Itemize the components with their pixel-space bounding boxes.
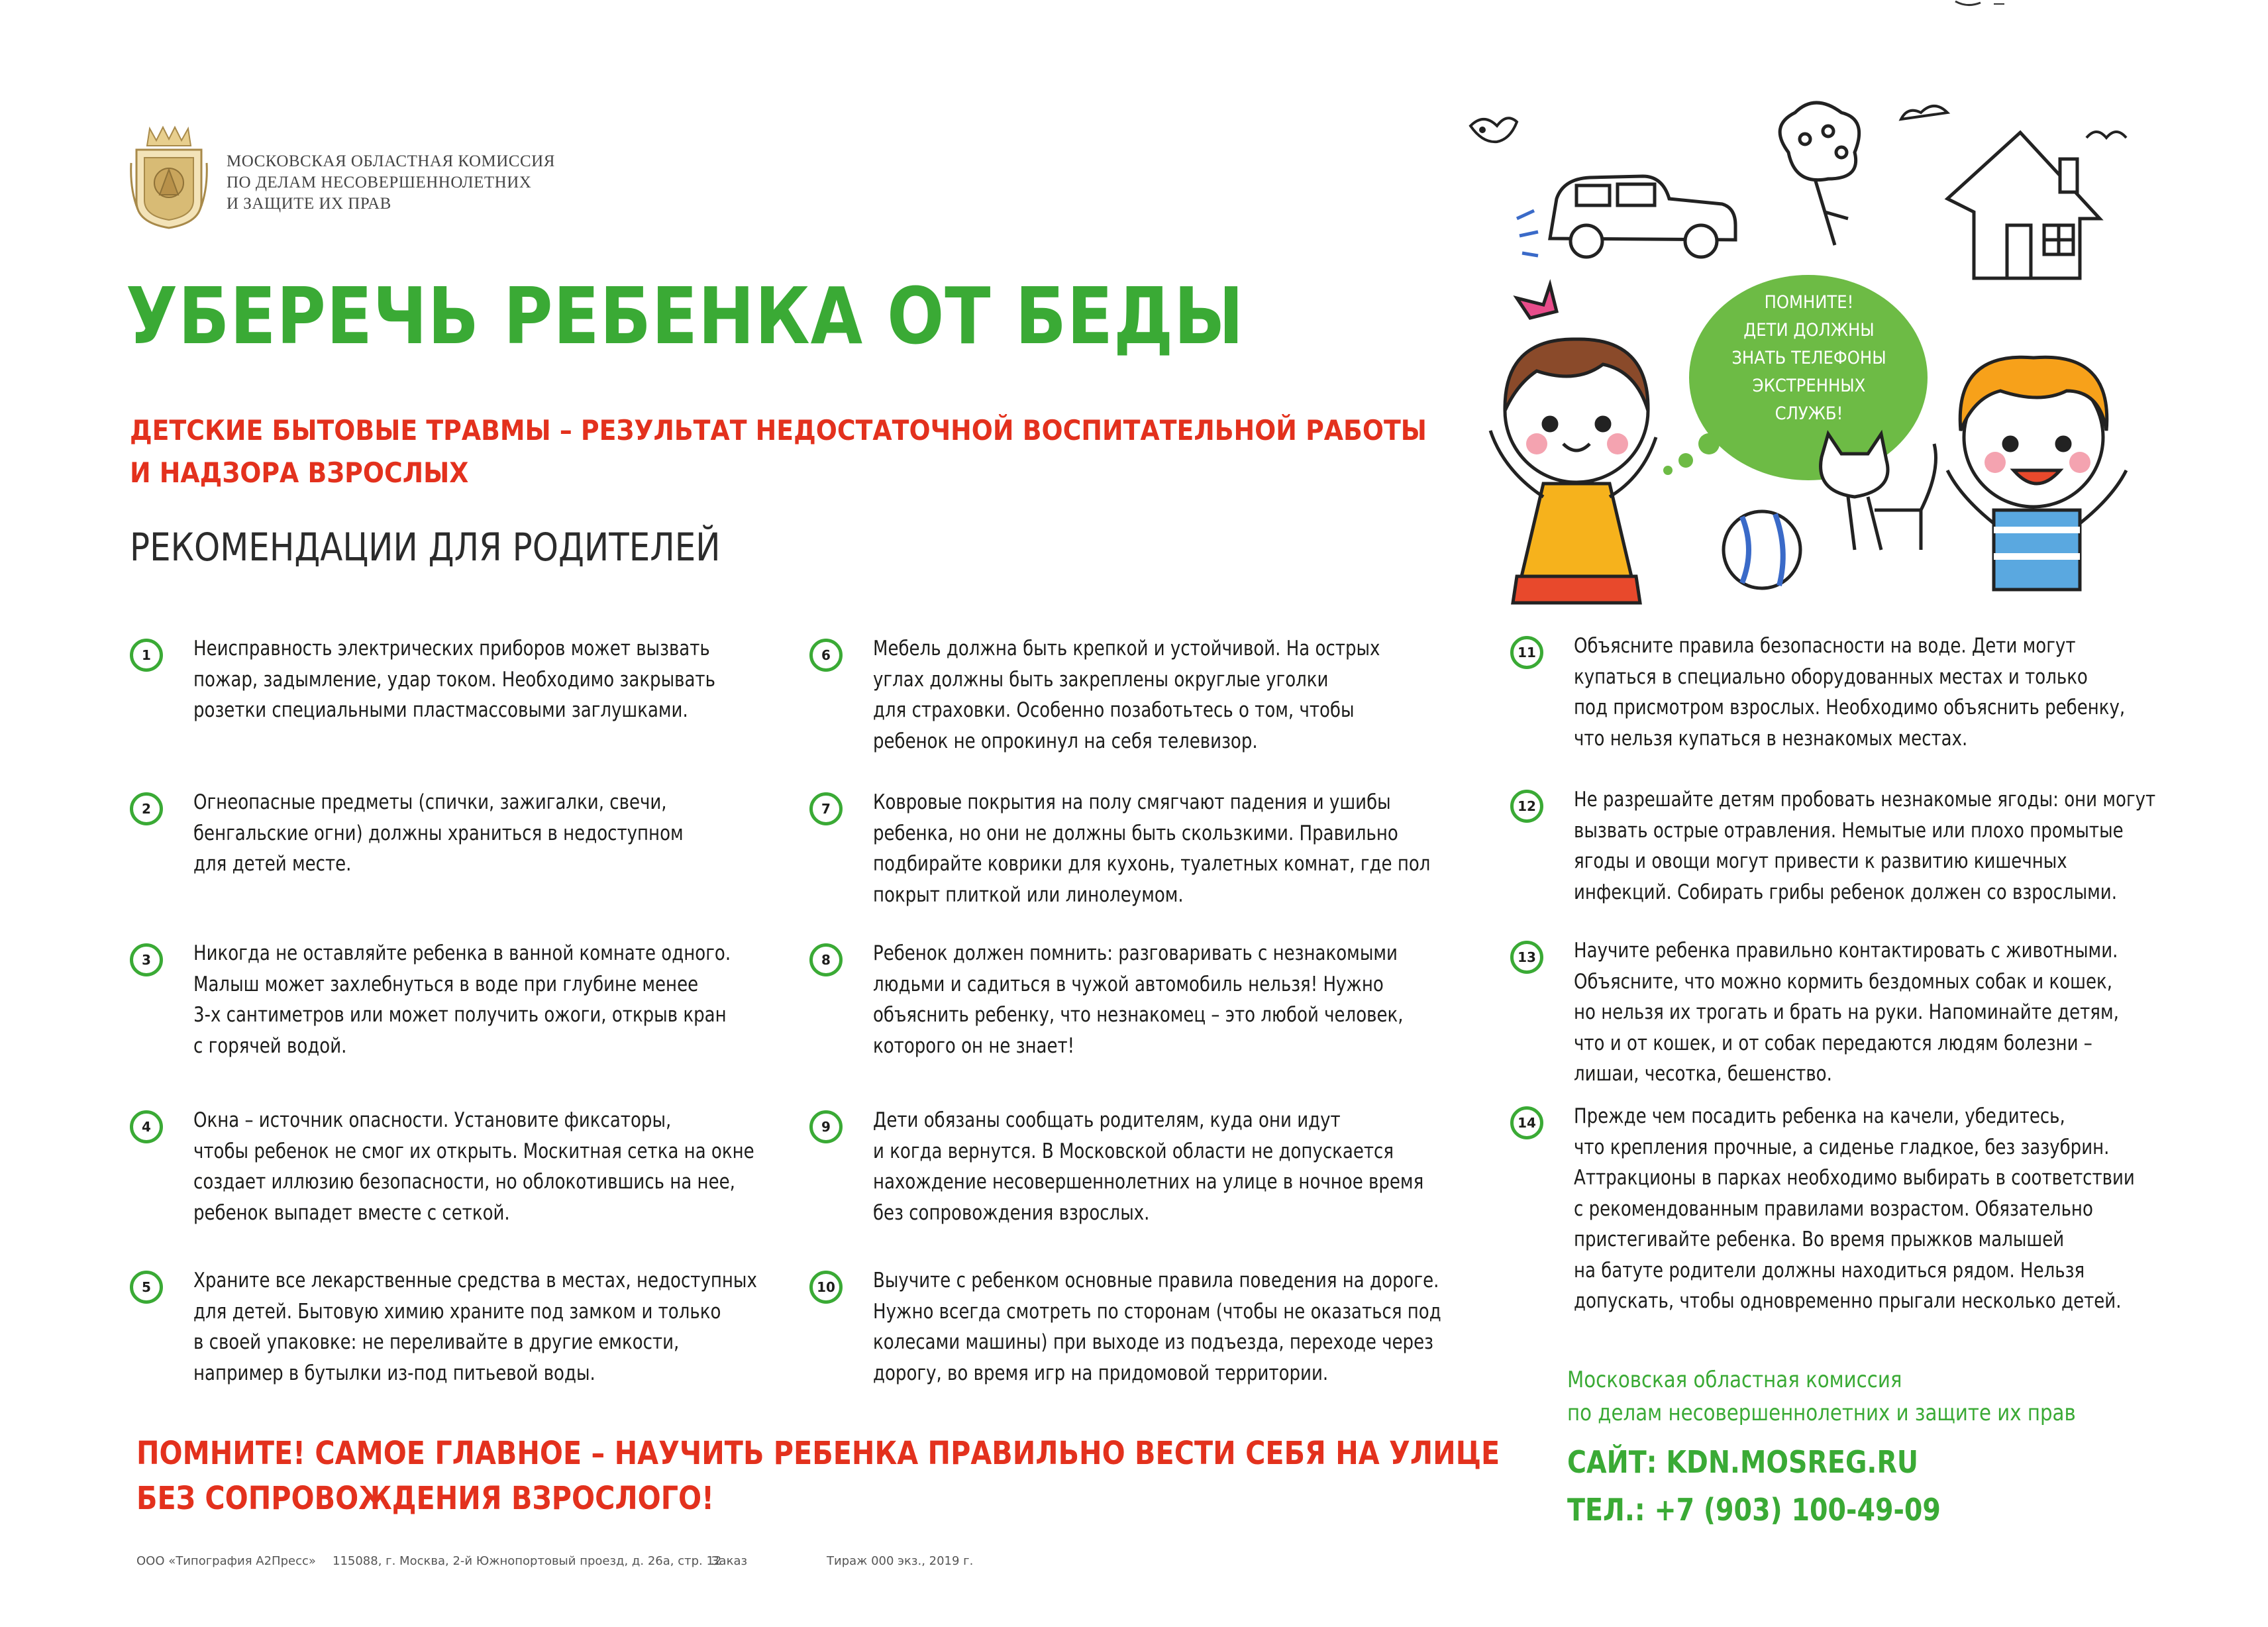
item-text-line: пристегивайте ребенка. Во время прыжков малышей	[1574, 1228, 2065, 1251]
item-text-line: вызвать острые отравления. Немытые или плохо промытые	[1574, 818, 2124, 843]
item-text-line: Храните все лекарственные средства в местах, недоступных	[193, 1269, 757, 1292]
item-text-line: Огнеопасные предметы (спички, зажигалки, свечи,	[193, 790, 667, 814]
item-number-badge: 11	[1510, 636, 1543, 669]
item-text-line: бенгальские огни) должны храниться в недоступном	[193, 821, 684, 845]
item-text-line: Ковровые покрытия на полу смягчают падения и ушибы	[873, 790, 1391, 814]
item-text-line: для страховки. Особенно позаботьтесь о том, чтобы	[873, 698, 1355, 722]
girl-icon	[1490, 285, 1656, 603]
item-text-line: Дети обязаны сообщать родителям, куда они идут	[873, 1108, 1341, 1132]
website-link[interactable]: САЙТ: KDN.MOSREG.RU	[1567, 1444, 1919, 1480]
org-name-line-1: МОСКОВСКАЯ ОБЛАСТНАЯ КОМИССИЯ	[227, 152, 555, 170]
item-text-line: которого он не знает!	[873, 1033, 1075, 1058]
item-text-line: в своей упаковке: не переливайте в другие емкости,	[193, 1330, 680, 1354]
item-text-line: с горячей водой.	[193, 1033, 347, 1058]
item-text-line: Объясните правила безопасности на воде. Дети могут	[1574, 634, 2076, 658]
item-text-line: на батуте родители должны находиться рядом. Нельзя	[1574, 1258, 2085, 1283]
car-icon	[1550, 176, 1735, 257]
item-text-line: дорогу, во время игр на придомовой территории.	[873, 1361, 1329, 1385]
item-text-line: Окна – источник опасности. Установите фиксаторы,	[193, 1108, 672, 1132]
contact-block	[1567, 1363, 2159, 1528]
item-number-badge: 9	[809, 1110, 843, 1143]
item-text-line: допускать, чтобы одновременно прыгали несколько детей.	[1574, 1289, 2122, 1313]
org-name-line-3: И ЗАЩИТЕ ИХ ПРАВ	[227, 195, 391, 213]
item-text-line: Научите ребенка правильно контактировать с животными.	[1574, 939, 2118, 963]
bubble-line: ЭКСТРЕННЫХ	[1752, 376, 1866, 396]
item-text-line: людьми и садиться в чужой автомобиль нельзя! Нужно	[873, 972, 1384, 996]
item-text-line: розетки специальными пластмассовыми заглушками.	[193, 698, 688, 722]
item-text-line: что нельзя купаться в незнакомых местах.	[1574, 726, 1968, 751]
item-text-line: Малыш может захлебнуться в воде при глубине менее	[193, 972, 699, 996]
item-number-badge: 3	[130, 943, 163, 976]
remember-callout	[136, 1431, 1500, 1521]
subtitle-line-1: ДЕТСКИЕ БЫТОВЫЕ ТРАВМЫ – РЕЗУЛЬТАТ НЕДОСТАТОЧНОЙ ВОСПИТАТЕЛЬНОЙ РАБОТЫ	[130, 414, 1427, 446]
ball-icon	[1724, 511, 1800, 588]
item-text-line: Объясните, что можно кормить бездомных собак и кошек,	[1574, 969, 2112, 994]
item-text-line: покрыт плиткой или линолеумом.	[873, 882, 1184, 907]
item-text-line: с рекомендованным правилами возрастом. Обязательно	[1574, 1196, 2093, 1221]
item-text-line: Не разрешайте детям пробовать незнакомые ягоды: они могут	[1574, 788, 2156, 812]
item-text-line: и когда вернутся. В Московской области не допускается	[873, 1139, 1394, 1163]
bubble-text	[1711, 289, 1908, 428]
item-number-badge: 12	[1510, 790, 1543, 823]
imprint-printer: ООО «Типография А2Пресс»	[136, 1554, 316, 1568]
item-text-line: например в бутылки из-под питьевой воды.	[193, 1361, 595, 1385]
item-text-line: ребенок выпадет вместе с сеткой.	[193, 1200, 510, 1225]
item-number-badge: 10	[809, 1271, 843, 1304]
item-text-line: объяснить ребенку, что незнакомец – это любой человек,	[873, 1003, 1404, 1027]
item-text-line: подбирайте коврики для кухонь, туалетных комнат, где пол	[873, 852, 1431, 876]
gull-icon	[2087, 132, 2126, 138]
bubble-line: ЗНАТЬ ТЕЛЕФОНЫ	[1731, 348, 1886, 368]
crop-mark	[1954, 0, 2007, 9]
item-number-badge: 6	[809, 639, 843, 672]
house-icon	[1947, 132, 2100, 278]
item-number-badge: 14	[1510, 1106, 1543, 1139]
coat-of-arms-icon	[130, 123, 208, 229]
item-text-line: что крепления прочные, а сиденье гладкое, без зазубрин.	[1574, 1135, 2110, 1159]
item-text-line: ягоды и овощи могут привести к развитию кишечных	[1574, 849, 2067, 873]
item-number-badge: 1	[130, 639, 163, 672]
item-text-line: пожар, задымление, удар током. Необходимо закрывать	[193, 667, 715, 692]
item-text-line: 3-х сантиметров или может получить ожоги, открыв кран	[193, 1003, 727, 1027]
cat-icon	[1821, 434, 1936, 550]
bubble-line: ПОМНИТЕ!	[1764, 292, 1854, 313]
item-number-badge: 8	[809, 943, 843, 976]
cloud-icon	[1901, 106, 1947, 119]
remember-line-1: ПОМНИТЕ! САМОЕ ГЛАВНОЕ – НАУЧИТЬ РЕБЕНКА ПРАВИЛЬНО ВЕСТИ СЕБЯ НА УЛИЦЕ	[136, 1435, 1500, 1472]
org-name-line-2: ПО ДЕЛАМ НЕСОВЕРШЕННОЛЕТНИХ	[227, 174, 532, 191]
item-text-line: Аттракционы в парках необходимо выбирать в соответствии	[1574, 1166, 2135, 1190]
item-text-line: для детей месте.	[193, 852, 352, 876]
item-text-line: нахождение несовершеннолетних на улице в ночное время	[873, 1170, 1424, 1194]
item-text-line: Никогда не оставляйте ребенка в ванной комнате одного.	[193, 941, 731, 965]
item-text-line: Нужно всегда смотреть по сторонам (чтобы не оказаться под	[873, 1299, 1441, 1324]
imprint-address: 115088, г. Москва, 2-й Южнопортовый проезд, д. 26а, стр. 12	[333, 1554, 722, 1568]
imprint-run: Тираж 000 экз., 2019 г.	[827, 1554, 974, 1568]
item-text-line: но нельзя их трогать и брать на руки. Напоминайте детям,	[1574, 1000, 2119, 1024]
item-text-line: ребенок не опрокинул на себя телевизор.	[873, 729, 1258, 753]
item-text-line: Мебель должна быть крепкой и устойчивой. На острых	[873, 637, 1380, 660]
item-text-line: лишаи, чесотка, бешенство.	[1574, 1062, 1832, 1086]
item-text-line: для детей. Бытовую химию храните под замком и только	[193, 1299, 721, 1324]
item-text-line: Неисправность электрических приборов может вызвать	[193, 637, 710, 660]
org-header	[130, 123, 660, 229]
item-text-line: что и от кошек, и от собак передаются людям болезни –	[1574, 1031, 2092, 1055]
item-text-line: под присмотром взрослых. Необходимо объяснить ребенку,	[1574, 696, 2126, 719]
item-text-line: Прежде чем посадить ребенка на качели, убедитесь,	[1574, 1104, 2065, 1128]
contact-org-line-1: Московская областная комиссия	[1567, 1367, 1902, 1393]
item-text-line: углах должны быть закреплены округлые уголки	[873, 667, 1329, 692]
bubble-line: СЛУЖБ!	[1775, 403, 1843, 424]
item-text-line: Выучите с ребенком основные правила поведения на дороге.	[873, 1269, 1439, 1292]
subtitle	[130, 409, 1427, 494]
bubble-line: ДЕТИ ДОЛЖНЫ	[1743, 320, 1875, 341]
item-text-line: без сопровождения взрослых.	[873, 1200, 1150, 1225]
boy-icon	[1947, 357, 2126, 590]
item-text-line: ребенка, но они не должны быть скользкими. Правильно	[873, 821, 1398, 845]
item-text-line: колесами машины) при выходе из подъезда, переходе через	[873, 1330, 1433, 1354]
item-text-line: создает иллюзию безопасности, но облокотившись на нее,	[193, 1170, 735, 1194]
imprint-order: Заказ	[711, 1554, 748, 1568]
item-number-badge: 5	[130, 1271, 163, 1304]
remember-line-2: БЕЗ СОПРОВОЖДЕНИЯ ВЗРОСЛОГО!	[136, 1480, 714, 1517]
tree-icon	[1780, 103, 1859, 245]
item-text-line: инфекций. Собирать грибы ребенок должен со взрослыми.	[1574, 880, 2117, 904]
item-text-line: чтобы ребенок не смог их открыть. Москитная сетка на окне	[193, 1139, 754, 1163]
page-title: УБЕРЕЧЬ РЕБЕНКА ОТ БЕДЫ	[126, 270, 1245, 362]
item-number-badge: 13	[1510, 941, 1543, 974]
item-number-badge: 4	[130, 1110, 163, 1143]
item-text-line: Ребенок должен помнить: разговаривать с незнакомыми	[873, 941, 1398, 965]
phone-number[interactable]: ТЕЛ.: +7 (903) 100-49-09	[1567, 1492, 1941, 1528]
contact-org-line-2: по делам несовершеннолетних и защите их прав	[1567, 1400, 2076, 1426]
bird-icon	[1470, 118, 1517, 142]
item-text-line: купаться в специально оборудованных местах и только	[1574, 664, 2088, 689]
recommendations-heading: РЕКОМЕНДАЦИИ ДЛЯ РОДИТЕЛЕЙ	[130, 525, 721, 570]
item-number-badge: 2	[130, 792, 163, 825]
item-number-badge: 7	[809, 792, 843, 825]
subtitle-line-2: И НАДЗОРА ВЗРОСЛЫХ	[130, 456, 469, 489]
